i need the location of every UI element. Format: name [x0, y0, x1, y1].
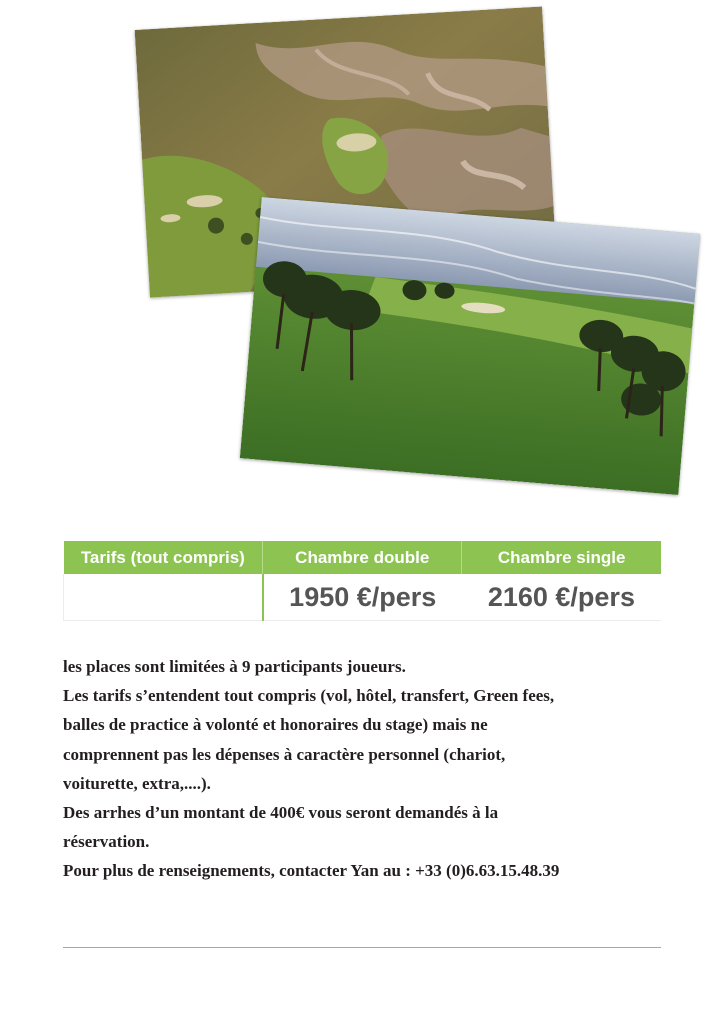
body-line: les places sont limitées à 9 participants joueurs.	[63, 657, 406, 676]
body-text	[63, 652, 663, 886]
price-double: 1950 €/pers	[263, 574, 462, 621]
cell-label	[64, 574, 263, 621]
price-single: 2160 €/pers	[462, 574, 661, 621]
body-line: balles de practice à volonté et honoraires du stage) mais ne	[63, 715, 488, 735]
golf-course-photo	[240, 197, 700, 495]
body-line: voiturette, extra,....).	[63, 773, 211, 793]
body-line: comprennent pas les dépenses à caractère personnel (chariot,	[63, 744, 506, 764]
header-tarifs: Tarifs (tout compris)	[64, 541, 263, 574]
body-line: Pour plus de renseignements, contacter Yan au : +33 (0)6.63.15.48.39	[63, 861, 560, 881]
header-chambre-single: Chambre single	[462, 541, 661, 574]
pricing-table-header-row	[64, 541, 662, 574]
pricing-table	[63, 541, 661, 621]
footer-divider	[63, 947, 661, 948]
golf-course-fairway-icon	[240, 197, 700, 495]
pricing-table-row	[64, 574, 662, 621]
header-chambre-double: Chambre double	[263, 541, 462, 574]
body-line: Des arrhes d’un montant de 400€ vous seront demandés à la	[63, 803, 499, 823]
body-line: réservation.	[63, 832, 150, 852]
body-line: Les tarifs s’entendent tout compris (vol, hôtel, transfert, Green fees,	[63, 686, 555, 706]
